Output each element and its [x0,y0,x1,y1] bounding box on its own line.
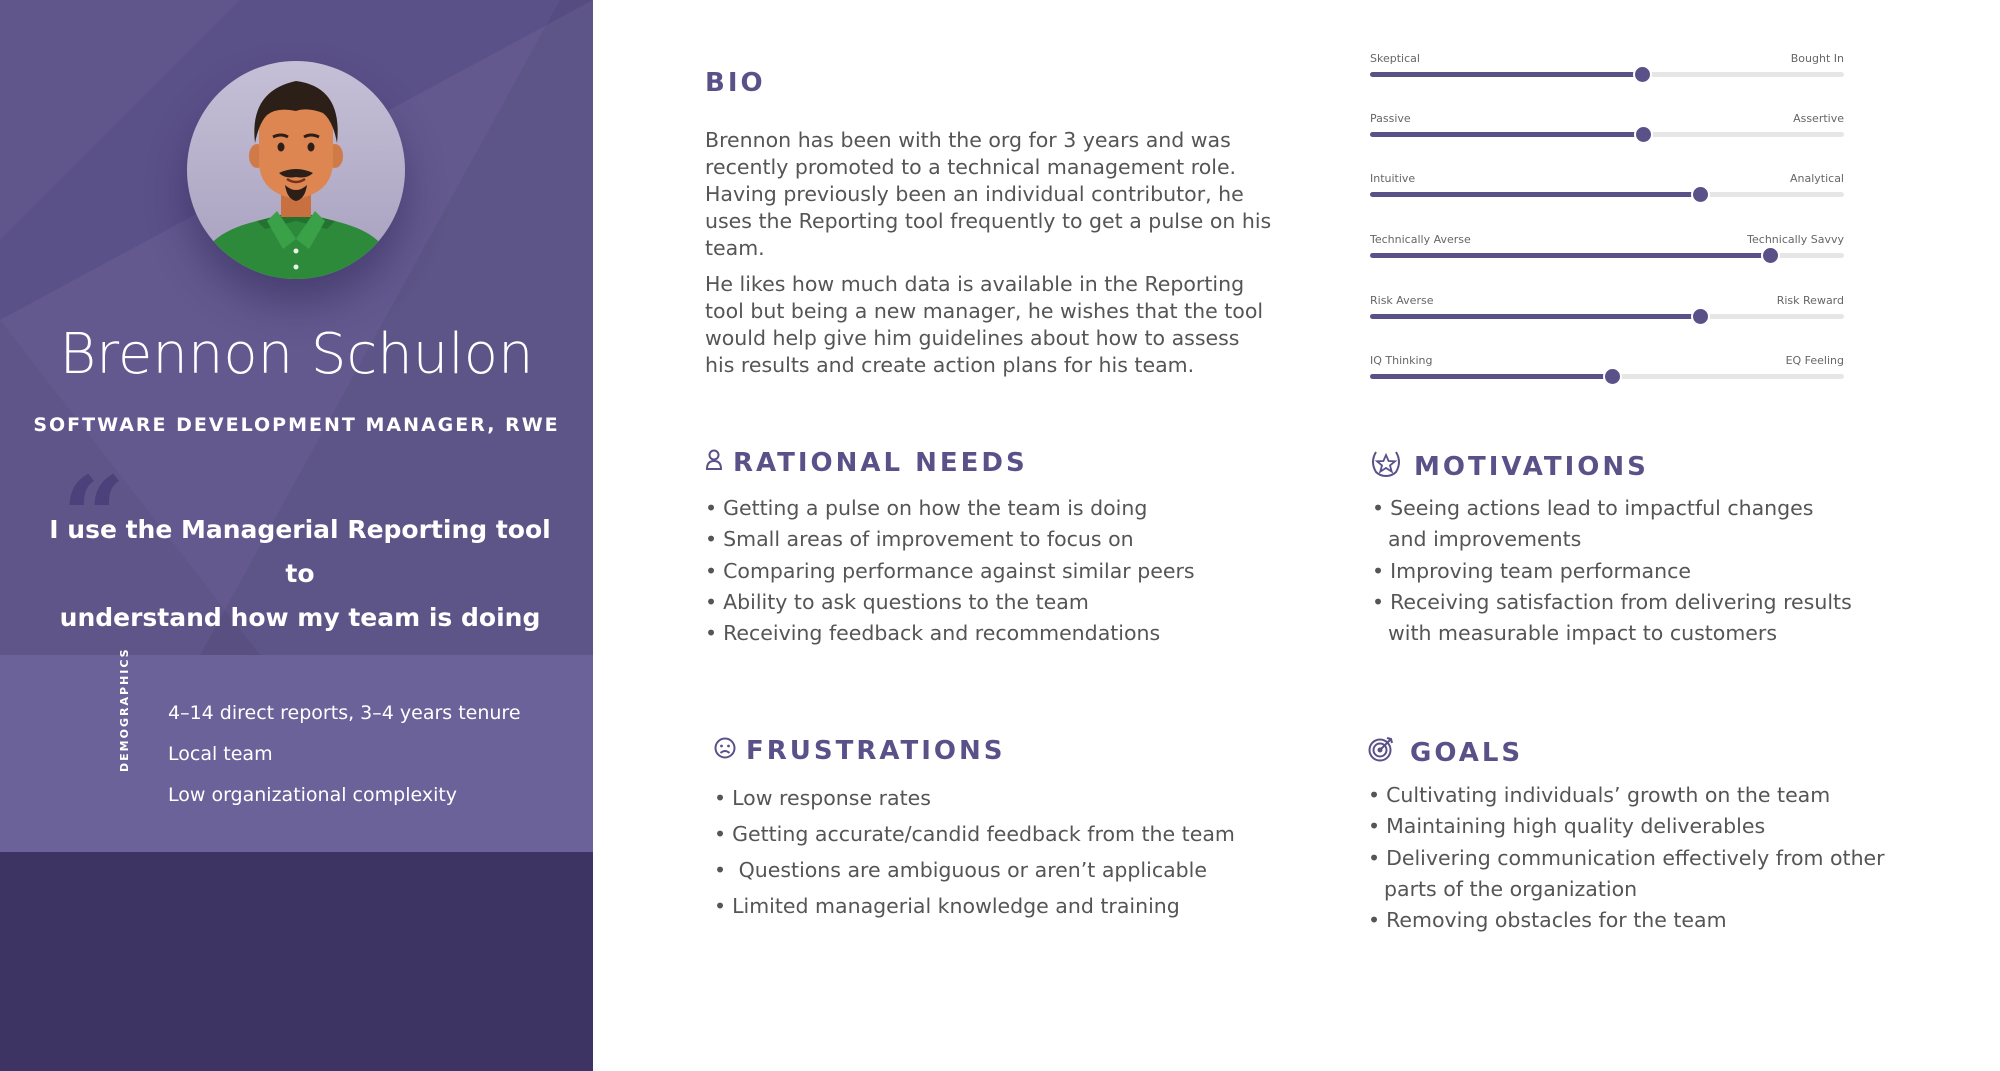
list-item: • Receiving feedback and recommendations [705,621,1161,646]
slider-left-label: Passive [1370,112,1411,125]
goals-list [1368,780,1885,936]
list-item: • Delivering communication effectively from other parts of the organization [1368,843,1885,906]
demographic-item: 4–14 direct reports, 3–4 years tenure [168,702,521,724]
trait-slider [1370,172,1844,212]
slider-knob [1636,127,1651,142]
list-item: • Questions are ambiguous or aren’t applicable [714,858,1207,882]
list-item-text: Maintaining high quality deliverables [1386,814,1766,839]
demographics-panel [0,655,593,852]
bio-heading-text: BIO [705,68,766,98]
list-item-text: Removing obstacles for the team [1386,908,1727,933]
slider-knob [1693,187,1708,202]
list-item-text: Low response rates [732,786,931,810]
rational-needs-heading-text: RATIONAL NEEDS [733,448,1028,478]
slider-track [1370,72,1844,77]
slider-knob [1763,248,1778,263]
slider-fill [1370,314,1700,319]
slider-fill [1370,72,1642,77]
quote-mark-icon: “ [62,452,126,581]
list-item: • Low response rates [714,786,931,810]
list-item-text: Ability to ask questions to the team [723,589,1089,614]
motivations-heading [1368,448,1649,485]
bio-paragraph-2: He likes how much data is available in the Reporting tool but being a new manager, he wishes that the tool would help give him guidelines about how to assess his results and create action plans for his team. [705,272,1264,377]
list-item: • Limited managerial knowledge and training [714,894,1180,918]
quote-line-2: understand how my team is doing [59,603,541,632]
persona-role: SOFTWARE DEVELOPMENT MANAGER, RWE [33,414,560,436]
slider-right-label: Bought In [1790,52,1844,65]
list-item-text: Delivering communication effectively from other [1386,845,1885,870]
goals-heading [1368,736,1523,769]
trait-slider [1370,112,1844,152]
demographic-item: Local team [168,743,273,765]
list-item-text: Limited managerial knowledge and training [732,894,1180,918]
slider-track [1370,132,1844,137]
list-item-text: Getting accurate/candid feedback from the team [732,822,1235,846]
trait-slider [1370,354,1844,394]
slider-knob [1605,369,1620,384]
list-item: • Getting accurate/candid feedback from the team [714,822,1235,846]
slider-track [1370,314,1844,319]
slider-left-label: Skeptical [1370,52,1420,65]
list-item: • Small areas of improvement to focus on [705,527,1134,552]
avatar [187,61,405,279]
bio-paragraph-1: Brennon has been with the org for 3 years and was recently promoted to a technical management role. Having previously been an individual contributor, he uses the Reporting tool frequently to get a pulse on his team. [705,128,1272,260]
persona-quote [40,508,560,640]
demographics-label: DEMOGRAPHICS [118,647,131,772]
slider-fill [1370,253,1770,258]
persona-name: Brennon Schulon [59,322,534,387]
rational-needs-heading [705,448,1028,478]
list-item-text: Receiving feedback and recommendations [723,621,1161,646]
slider-left-label: Risk Averse [1370,294,1434,307]
trait-slider [1370,52,1844,92]
list-item: • Seeing actions lead to impactful changes and improvements [1372,493,1852,556]
slider-fill [1370,132,1643,137]
motivations-list [1372,493,1852,649]
list-item-text: Receiving satisfaction from delivering results [1390,589,1852,614]
list-item-text: Getting a pulse on how the team is doing [723,496,1148,520]
slider-left-label: Technically Averse [1370,233,1471,246]
slider-track [1370,192,1844,197]
frustrations-heading [714,736,1005,766]
list-item: • Removing obstacles for the team [1368,908,1727,933]
list-item: • Getting a pulse on how the team is doing [705,496,1148,520]
slider-knob [1693,309,1708,324]
slider-fill [1370,192,1700,197]
quote-line-1: I use the Managerial Reporting tool to [49,515,551,588]
slider-track [1370,374,1844,379]
list-item-text: Questions are ambiguous or aren’t applicable [732,858,1207,882]
list-item: • Ability to ask questions to the team [705,589,1089,614]
target-icon [1368,736,1394,769]
slider-knob [1635,67,1650,82]
list-item-continuation: parts of the organization [1384,876,1638,901]
slider-left-label: Intuitive [1370,172,1416,185]
list-item-text: Improving team performance [1390,558,1691,583]
slider-right-label: Analytical [1789,172,1844,185]
list-item-text: Comparing performance against similar peers [723,558,1195,583]
list-item: • Receiving satisfaction from delivering results with measurable impact to customers [1372,587,1852,650]
person-icon [705,448,723,478]
list-item-text: Small areas of improvement to focus on [723,527,1134,552]
trait-slider [1370,233,1844,273]
list-item-text: Seeing actions lead to impactful changes [1390,496,1814,520]
motivations-heading-text: MOTIVATIONS [1414,451,1649,482]
list-item-continuation: with measurable impact to customers [1388,621,1778,646]
bio-heading [705,68,766,98]
sad-face-icon [714,736,736,766]
list-item: • Improving team performance [1372,558,1691,583]
list-item-continuation: and improvements [1388,527,1582,552]
list-item: • Comparing performance against similar peers [705,558,1195,583]
slider-track [1370,253,1844,258]
trait-slider [1370,294,1844,334]
slider-right-label: Assertive [1793,112,1844,125]
list-item: • Maintaining high quality deliverables [1368,814,1766,839]
list-item: • Cultivating individuals’ growth on the team [1368,783,1831,807]
slider-right-label: EQ Feeling [1785,354,1844,367]
slider-fill [1370,374,1612,379]
slider-right-label: Technically Savvy [1747,233,1844,246]
frustrations-list [714,780,1235,924]
rational-needs-list [705,493,1195,649]
goals-heading-text: GOALS [1410,737,1524,768]
demographic-item: Low organizational complexity [168,784,458,806]
slider-right-label: Risk Reward [1776,294,1844,307]
laurel-star-icon [1368,448,1404,485]
slider-left-label: IQ Thinking [1370,354,1433,367]
list-item-text: Cultivating individuals’ growth on the team [1386,783,1831,807]
frustrations-heading-text: FRUSTRATIONS [746,736,1006,766]
left-footer-panel [0,852,593,1071]
